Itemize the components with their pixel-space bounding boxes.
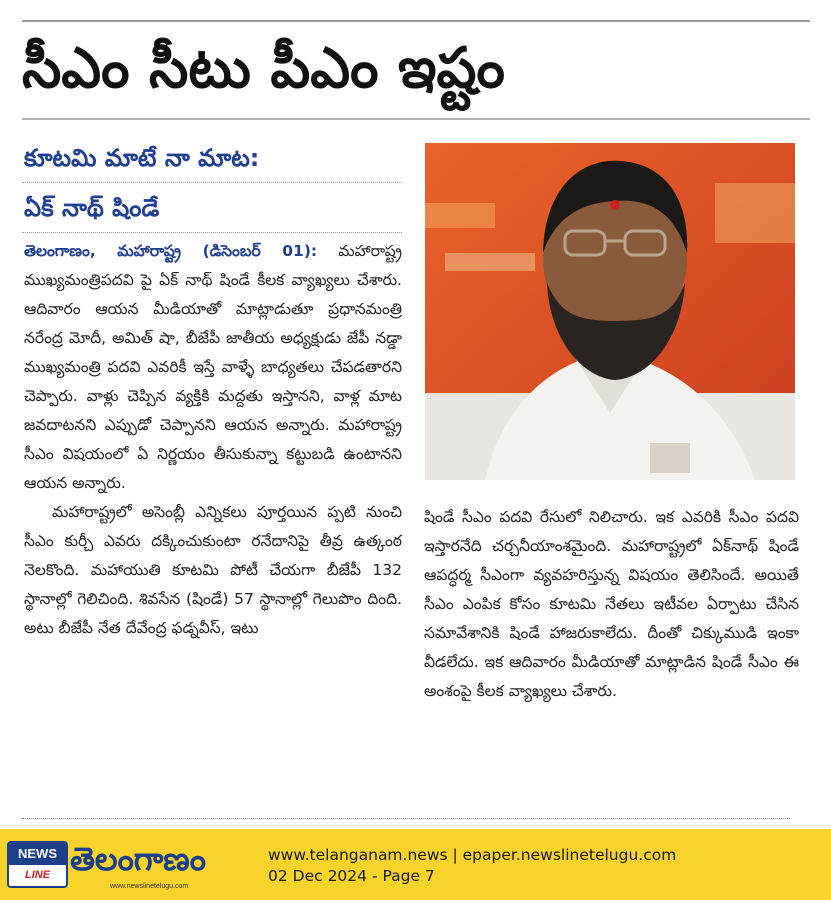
telanganam-brand-logo[interactable]: తెలంగాణం	[70, 840, 206, 878]
subheadline-divider-1	[22, 182, 402, 183]
headline-rule	[22, 118, 810, 120]
article-paragraph-2: మహారాష్ట్రలో అసెంబ్లీ ఎన్నికలు పూర్తయిన ప్పటి నుంచి సీఎం కుర్చీ ఎవరు దక్కించుకుంటా రనేదానిపై తీవ్ర ఉత్కంఠ నెలకొంది. మహాయుతి కూటమి పోటీ చేయగా బీజేపీ 132 స్థానాల్లో గెలిచింది. శివసేన (షిండే) 57 స్థానాల్లో గెలుపొం దింది. అటు బీజేపీ నేత దేవేంద్ర ఫడ్నవీస్, ఇటు	[24, 503, 402, 637]
bottom-rule	[22, 818, 790, 819]
article-paragraph-3: షిండే సీఎం పదవి రేసులో నిలిచారు. ఇక ఎవరికి సీఎం పదవి ఇస్తారనేది చర్చనీయాంశమైంది. మహారాష్ట్రలో ఏక్‌నాథ్ షిండే ఆపద్ధర్మ సీఎంగా వ్యవహరిస్తున్న విషయం తెలిసిందే. అయితే సీఎం ఎంపిక కోసం కూటమి నేతలు ఇటీవల ఏర్పాటు చేసిన సమావేశానికి షిండే హాజరుకాలేదు. దీంతో చిక్కుముడి ఇంకా వీడలేదు. ఇక ఆదివారం మీడియాతో మాట్లాడిన షిండే సీఎం ఈ అంశంపై కీలక వ్యాఖ్యలు చేశారు.	[424, 508, 799, 700]
logo-news-text: NEWS	[9, 843, 66, 865]
logo-line-text: LINE	[24, 869, 51, 881]
top-rule	[22, 20, 810, 22]
newsline-logo[interactable]	[7, 841, 68, 888]
article-paragraph-1	[24, 237, 402, 498]
article-column-left	[24, 237, 402, 792]
dateline: తెలంగాణం, మహారాష్ట్ర (డిసెంబర్ 01):	[24, 242, 318, 260]
footer-bar	[0, 829, 831, 900]
portrait-photo	[425, 143, 795, 480]
subheadline-divider-2	[22, 232, 402, 233]
subheadline-2: ఏక్ నాథ్ షిండే	[24, 194, 160, 222]
subheadline-1: కూటమి మాటే నా మాట:	[24, 144, 260, 172]
brand-website: www.newslinetelugu.com	[110, 883, 189, 890]
article-column-right	[424, 503, 799, 803]
headline: సీఎం సీటు పీఎం ఇష్టం	[22, 36, 505, 101]
article-paragraph-1-text: మహారాష్ట్ర ముఖ్యమంత్రిపదవి పై ఏక్ నాథ్ షిండే కీలక వ్యాఖ్యలు చేశారు. ఆదివారం ఆయన మీడియాతో మాట్లాడుతూ ప్రధానమంత్రి నరేంద్ర మోదీ, అమిత్ షా, బీజేపీ జాతీయ అధ్యక్షుడు జేపీ నడ్డా ముఖ్యమంత్రి పదవి ఎవరికీ ఇస్తే వాళ్ళే బాధ్యతలు చేపడతారని చెప్పారు. వాళ్లు చెప్పిన వ్యక్తికి మద్దతు ఇస్తానని, వాళ్ల మాట జవదాటనని ఎప్పుడో చెప్పానని ఆయన అన్నారు. మహారాష్ట్ర సీఎం విషయంలో ఏ నిర్ణయం తీసుకున్నా కట్టుబడి ఉంటానని ఆయన అన్నారు.	[24, 242, 402, 492]
footer-date-page: 02 Dec 2024 - Page 7	[268, 867, 435, 885]
portrait-photo-icon	[425, 143, 795, 480]
footer-websites[interactable]: www.telanganam.news | epaper.newslinetelugu.com	[268, 846, 677, 864]
